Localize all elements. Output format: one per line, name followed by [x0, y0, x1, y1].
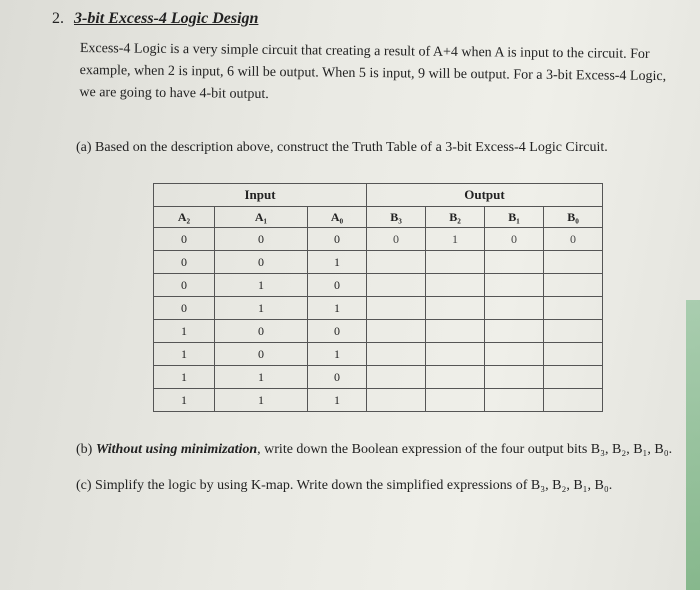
cell: 0	[308, 274, 367, 297]
col-header-b0: B₀	[544, 207, 603, 228]
cell: 0	[215, 251, 308, 274]
cell: 1	[154, 320, 215, 343]
cell: 1	[215, 366, 308, 389]
cell	[426, 343, 485, 366]
cell: 1	[215, 274, 308, 297]
part-b-text	[76, 442, 672, 458]
table-row	[154, 320, 603, 343]
part-b-rest: , write down the Boolean expression of the four output bits B₃, B₂, B₁, B₀.	[257, 442, 673, 457]
question-title: 3-bit Excess-4 Logic Design	[74, 10, 259, 27]
cell	[485, 320, 544, 343]
cell: 1	[308, 343, 367, 366]
cell	[426, 320, 485, 343]
cell	[544, 274, 603, 297]
cell	[367, 343, 426, 366]
col-header-a0: A₀	[308, 207, 367, 228]
cell	[367, 389, 426, 412]
cell	[485, 297, 544, 320]
cell: 0	[154, 228, 215, 251]
cell	[544, 343, 603, 366]
background-edge	[686, 300, 700, 590]
cell: 1	[426, 228, 485, 251]
cell	[544, 389, 603, 412]
cell	[367, 297, 426, 320]
cell: 0	[308, 366, 367, 389]
cell: 1	[308, 389, 367, 412]
cell: 0	[367, 228, 426, 251]
cell: 1	[215, 297, 308, 320]
intro-line-2: example, when 2 is input, 6 will be output. When 5 is input, 9 will be output. For a 3-bit Excess-4 Logic,	[79, 62, 667, 85]
cell	[485, 343, 544, 366]
col-header-b3: B₃	[367, 207, 426, 228]
cell: 0	[154, 251, 215, 274]
cell: 0	[308, 228, 367, 251]
col-header-b2: B₂	[426, 207, 485, 228]
cell	[426, 274, 485, 297]
cell: 0	[154, 297, 215, 320]
cell	[544, 297, 603, 320]
table-row	[154, 251, 603, 274]
part-a-text: (a) Based on the description above, construct the Truth Table of a 3-bit Excess-4 Logic Circuit.	[76, 140, 608, 155]
table-row	[154, 389, 603, 412]
cell: 1	[215, 389, 308, 412]
cell: 0	[485, 228, 544, 251]
input-group-header: Input	[154, 184, 367, 207]
table-row	[154, 297, 603, 320]
part-b-emphasis: Without using minimization	[95, 442, 258, 457]
cell	[426, 366, 485, 389]
table-row	[154, 366, 603, 389]
cell	[485, 389, 544, 412]
cell	[485, 274, 544, 297]
cell: 0	[308, 320, 367, 343]
cell	[367, 320, 426, 343]
col-header-a1: A₁	[215, 207, 308, 228]
cell	[426, 297, 485, 320]
cell: 0	[154, 274, 215, 297]
cell	[426, 389, 485, 412]
part-c-text: (c) Simplify the logic by using K-map. Write down the simplified expressions of B₃, B₂, B₁, B₀.	[76, 478, 613, 493]
cell: 1	[308, 251, 367, 274]
cell	[544, 366, 603, 389]
cell	[544, 320, 603, 343]
cell: 0	[215, 320, 308, 343]
question-number: 2.	[52, 10, 64, 27]
cell	[367, 251, 426, 274]
cell	[367, 366, 426, 389]
col-header-a2: A₂	[154, 207, 215, 228]
cell: 0	[215, 228, 308, 251]
intro-paragraph	[79, 38, 700, 110]
truth-table	[153, 183, 603, 412]
cell: 0	[544, 228, 603, 251]
intro-line-3: we are going to have 4-bit output.	[79, 84, 269, 102]
cell	[426, 251, 485, 274]
intro-line-1: Excess-4 Logic is a very simple circuit that creating a result of A+4 when A is input to the circuit. For	[79, 40, 650, 62]
table-row	[154, 343, 603, 366]
table-row	[154, 274, 603, 297]
cell	[367, 274, 426, 297]
part-b-prefix: (b)	[76, 442, 96, 457]
cell: 0	[215, 343, 308, 366]
cell	[485, 251, 544, 274]
cell: 1	[308, 297, 367, 320]
cell	[485, 366, 544, 389]
cell: 1	[154, 389, 215, 412]
output-group-header: Output	[367, 184, 603, 207]
col-header-b1: B₁	[485, 207, 544, 228]
table-row	[154, 228, 603, 251]
cell: 1	[154, 343, 215, 366]
cell: 1	[154, 366, 215, 389]
cell	[544, 251, 603, 274]
